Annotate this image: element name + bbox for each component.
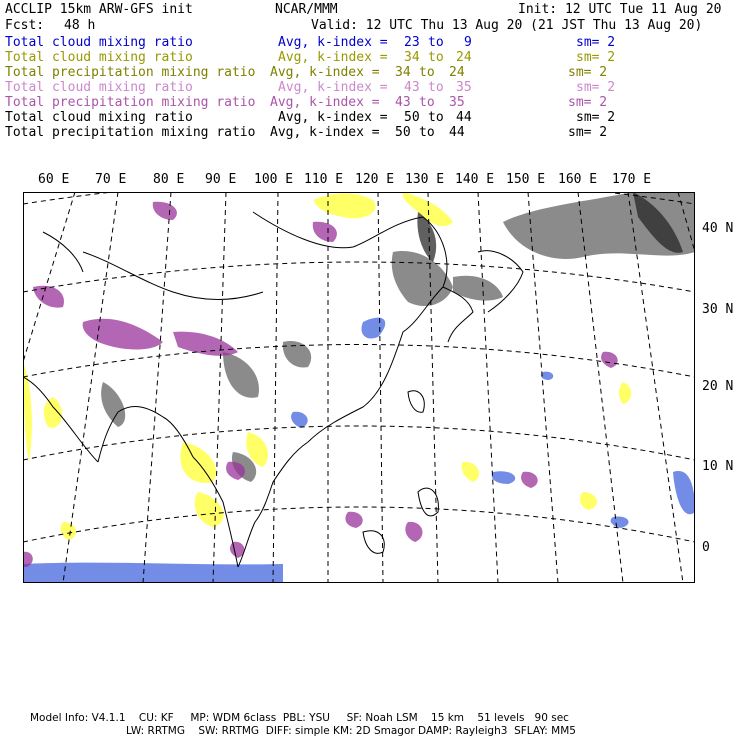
legend-from: 43 bbox=[395, 95, 411, 110]
legend-to: 9 bbox=[464, 35, 472, 50]
legend-avg: Avg, k-index = bbox=[270, 125, 380, 140]
lat-label: 40 N bbox=[702, 221, 734, 236]
legend-to-word: to bbox=[419, 95, 435, 110]
legend-field: Total cloud mixing ratio bbox=[5, 35, 193, 50]
header-init: Init: 12 UTC Tue 11 Aug 20 bbox=[518, 2, 722, 17]
legend-avg: Avg, k-index = bbox=[278, 80, 388, 95]
lon-label: 90 E bbox=[205, 172, 237, 187]
lon-label: 150 E bbox=[506, 172, 546, 187]
lon-label: 120 E bbox=[355, 172, 395, 187]
legend-to-word: to bbox=[419, 65, 435, 80]
legend-from: 43 bbox=[404, 80, 420, 95]
legend-sm: sm= 2 bbox=[576, 35, 616, 50]
legend-avg: Avg, k-index = bbox=[278, 35, 388, 50]
lat-label: 20 N bbox=[702, 379, 734, 394]
lon-label: 70 E bbox=[95, 172, 127, 187]
legend-field: Total precipitation mixing ratio bbox=[5, 125, 256, 140]
forecast-map bbox=[23, 192, 695, 583]
legend-to-word: to bbox=[428, 35, 444, 50]
legend-to-word: to bbox=[428, 80, 444, 95]
lon-label: 170 E bbox=[612, 172, 652, 187]
header-org: NCAR/MMM bbox=[275, 2, 338, 17]
legend-avg: Avg, k-index = bbox=[270, 95, 380, 110]
header-fcst-value: 48 h bbox=[64, 18, 96, 33]
legend-from: 34 bbox=[404, 50, 420, 65]
legend-field: Total cloud mixing ratio bbox=[5, 110, 193, 125]
legend-sm: sm= 2 bbox=[568, 95, 608, 110]
lat-label: 10 N bbox=[702, 459, 734, 474]
legend-to: 24 bbox=[456, 50, 472, 65]
legend-to: 24 bbox=[449, 65, 465, 80]
legend-from: 34 bbox=[395, 65, 411, 80]
header-title: ACCLIP 15km ARW-GFS init bbox=[5, 2, 193, 17]
header-fcst-label: Fcst: bbox=[5, 18, 45, 33]
legend-field: Total cloud mixing ratio bbox=[5, 50, 193, 65]
lon-label: 110 E bbox=[304, 172, 344, 187]
legend-avg: Avg, k-index = bbox=[270, 65, 380, 80]
legend-to: 44 bbox=[449, 125, 465, 140]
footer-model-info-1: Model Info: V4.1.1 CU: KF MP: WDM 6class PBL: YSU SF: Noah LSM 15 km 51 levels 90 sec bbox=[30, 712, 569, 724]
legend-to-word: to bbox=[419, 125, 435, 140]
lat-label: 30 N bbox=[702, 302, 734, 317]
lat-label: 0 bbox=[702, 540, 710, 555]
legend-field: Total precipitation mixing ratio bbox=[5, 65, 256, 80]
legend-from: 50 bbox=[404, 110, 420, 125]
legend-to-word: to bbox=[428, 50, 444, 65]
legend-avg: Avg, k-index = bbox=[278, 110, 388, 125]
legend-sm: sm= 2 bbox=[576, 50, 616, 65]
lon-label: 100 E bbox=[254, 172, 294, 187]
footer-model-info-2: LW: RRTMG SW: RRTMG DIFF: simple KM: 2D Smagor DAMP: Rayleigh3 SFLAY: MM5 bbox=[126, 725, 576, 737]
lon-label: 60 E bbox=[38, 172, 70, 187]
legend-field: Total cloud mixing ratio bbox=[5, 80, 193, 95]
legend-sm: sm= 2 bbox=[568, 125, 608, 140]
legend-to: 35 bbox=[456, 80, 472, 95]
legend-field: Total precipitation mixing ratio bbox=[5, 95, 256, 110]
header-valid: Valid: 12 UTC Thu 13 Aug 20 (21 JST Thu 13 Aug 20) bbox=[311, 18, 703, 33]
legend-from: 23 bbox=[404, 35, 420, 50]
legend-sm: sm= 2 bbox=[576, 110, 616, 125]
lon-label: 160 E bbox=[558, 172, 598, 187]
legend-to: 44 bbox=[456, 110, 472, 125]
legend-to-word: to bbox=[428, 110, 444, 125]
legend-sm: sm= 2 bbox=[568, 65, 608, 80]
legend-from: 50 bbox=[395, 125, 411, 140]
legend-to: 35 bbox=[449, 95, 465, 110]
lon-label: 140 E bbox=[455, 172, 495, 187]
lon-label: 130 E bbox=[405, 172, 445, 187]
lon-label: 80 E bbox=[153, 172, 185, 187]
legend-sm: sm= 2 bbox=[576, 80, 616, 95]
legend-avg: Avg, k-index = bbox=[278, 50, 388, 65]
